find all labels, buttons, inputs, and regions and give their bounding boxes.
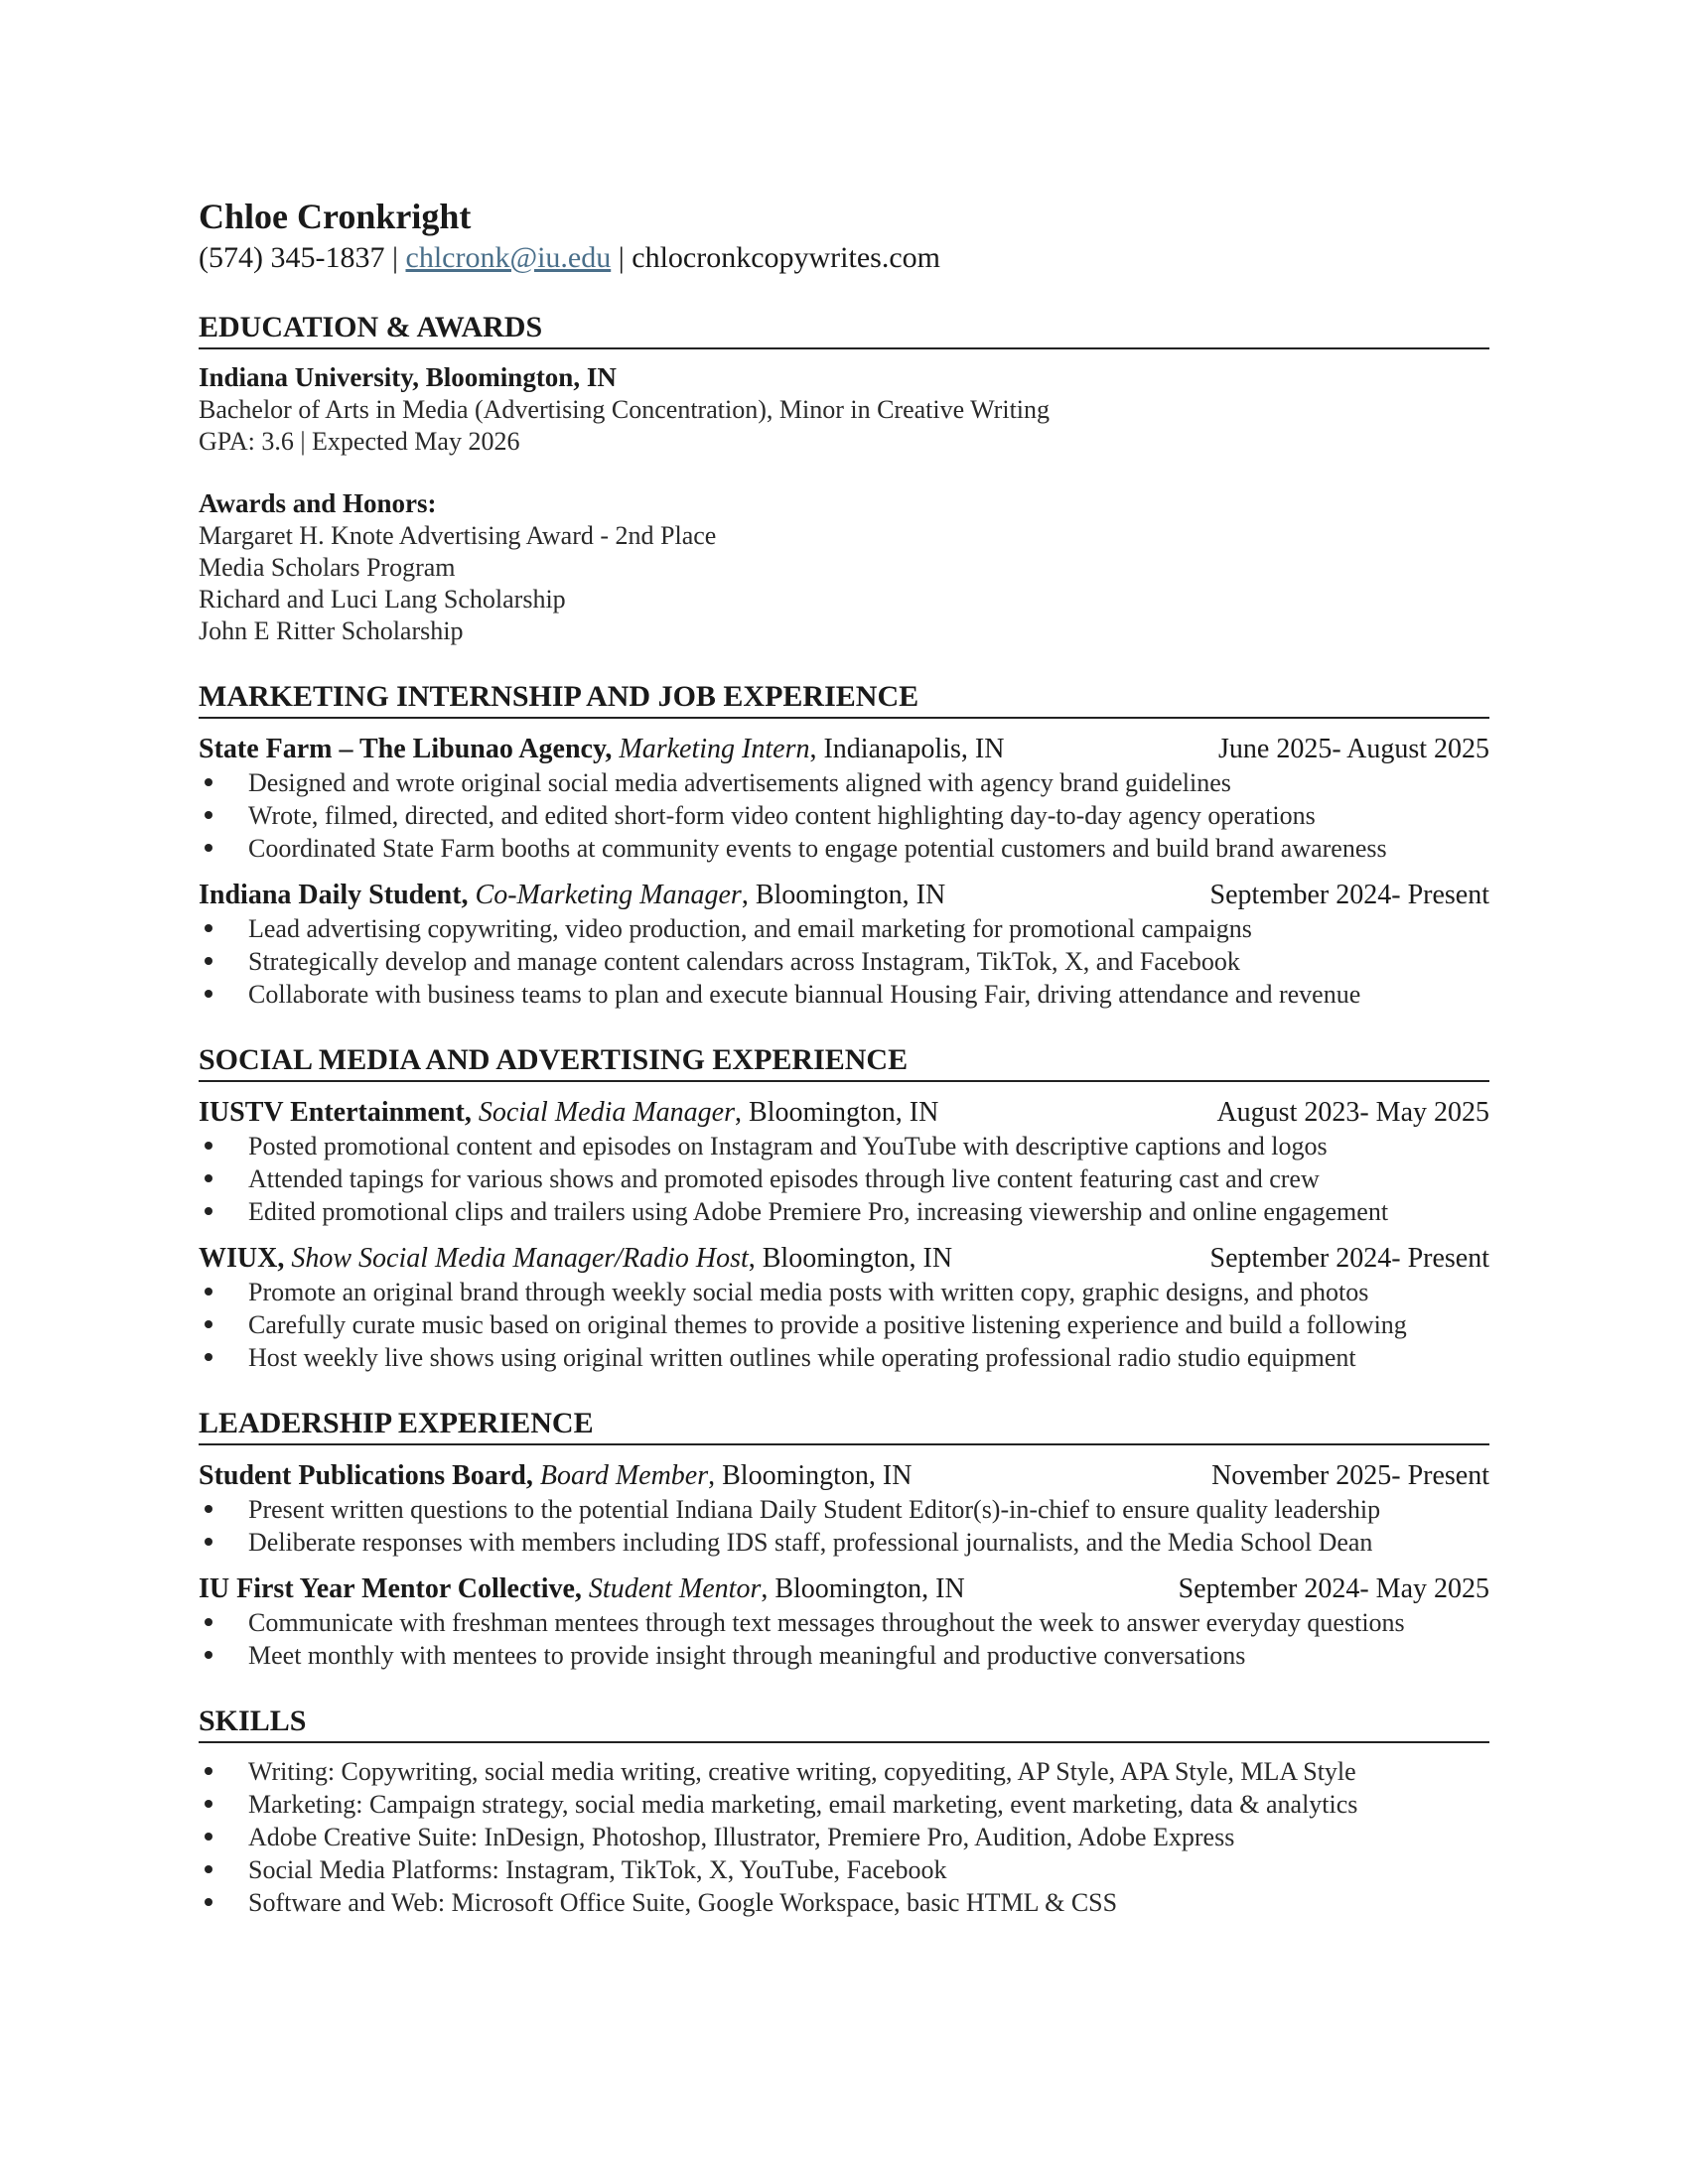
bullet-item bbox=[199, 912, 1489, 945]
bullet-item bbox=[199, 978, 1489, 1011]
job-role: Marketing Intern bbox=[619, 734, 810, 764]
marketing-section bbox=[199, 679, 1489, 1011]
bullet-icon bbox=[205, 1538, 212, 1546]
bullet-icon bbox=[205, 1320, 212, 1328]
bullet-icon bbox=[205, 1898, 212, 1906]
award-item: Media Scholars Program bbox=[199, 553, 456, 582]
bullet-item bbox=[199, 1341, 1489, 1374]
bullet-item bbox=[199, 1130, 1489, 1162]
section-title: SOCIAL MEDIA AND ADVERTISING EXPERIENCE bbox=[199, 1042, 1489, 1082]
job-role: Show Social Media Manager/Radio Host bbox=[291, 1243, 749, 1274]
job-location: , Bloomington, IN bbox=[748, 1243, 953, 1274]
bullet-list bbox=[199, 766, 1489, 865]
job-entry bbox=[199, 879, 1489, 1011]
bullet-icon bbox=[205, 1651, 212, 1659]
bullet-text: Meet monthly with mentees to provide insight through meaningful and productive conversations bbox=[248, 1641, 1246, 1670]
bullet-icon bbox=[205, 1800, 212, 1808]
bullet-icon bbox=[205, 1618, 212, 1626]
bullet-text: Attended tapings for various shows and promoted episodes through live content featuring cast and crew bbox=[248, 1164, 1320, 1193]
resume-page bbox=[199, 195, 1489, 1919]
social-media-section bbox=[199, 1042, 1489, 1374]
job-org: IU First Year Mentor Collective, bbox=[199, 1573, 582, 1604]
bullet-item bbox=[199, 1162, 1489, 1195]
bullet-text: Coordinated State Farm booths at community events to engage potential customers and build brand awareness bbox=[248, 834, 1387, 863]
bullet-icon bbox=[205, 811, 212, 819]
bullet-icon bbox=[205, 1142, 212, 1150]
bullet-icon bbox=[205, 1767, 212, 1775]
job-entry bbox=[199, 1096, 1489, 1228]
job-dates: September 2024- Present bbox=[1209, 1243, 1489, 1274]
bullet-text: Strategically develop and manage content calendars across Instagram, TikTok, X, and Facebook bbox=[248, 947, 1240, 976]
job-dates: June 2025- August 2025 bbox=[1218, 734, 1489, 764]
skill-text: Marketing: Campaign strategy, social media marketing, email marketing, event marketing, data & analytics bbox=[248, 1790, 1358, 1819]
section-title: EDUCATION & AWARDS bbox=[199, 310, 1489, 349]
bullet-icon bbox=[205, 1353, 212, 1361]
section-title: LEADERSHIP EXPERIENCE bbox=[199, 1406, 1489, 1445]
job-entry bbox=[199, 1459, 1489, 1559]
contact-line bbox=[199, 238, 1489, 278]
job-location: , Bloomington, IN bbox=[708, 1460, 913, 1491]
separator: | bbox=[384, 241, 406, 274]
skills-section bbox=[199, 1704, 1489, 1919]
bullet-list bbox=[199, 1606, 1489, 1672]
skill-text: Writing: Copywriting, social media writing, creative writing, copyediting, AP Style, APA Style, MLA Style bbox=[248, 1757, 1356, 1786]
bullet-icon bbox=[205, 1174, 212, 1182]
job-entry bbox=[199, 733, 1489, 865]
job-org: State Farm – The Libunao Agency, bbox=[199, 734, 613, 764]
school-name: Indiana University, Bloomington, IN bbox=[199, 362, 617, 392]
bullet-text: Lead advertising copywriting, video production, and email marketing for promotional campaigns bbox=[248, 914, 1252, 943]
bullet-icon bbox=[205, 1288, 212, 1296]
award-item: Richard and Luci Lang Scholarship bbox=[199, 585, 566, 614]
job-org: IUSTV Entertainment, bbox=[199, 1097, 472, 1128]
job-org: Student Publications Board, bbox=[199, 1460, 533, 1491]
bullet-icon bbox=[205, 844, 212, 852]
section-title: MARKETING INTERNSHIP AND JOB EXPERIENCE bbox=[199, 679, 1489, 719]
bullet-icon bbox=[205, 1207, 212, 1215]
bullet-item bbox=[199, 799, 1489, 832]
job-role: Student Mentor bbox=[588, 1573, 762, 1604]
bullet-item bbox=[199, 1639, 1489, 1672]
skill-text: Social Media Platforms: Instagram, TikTok, X, YouTube, Facebook bbox=[248, 1855, 947, 1884]
job-location: , Bloomington, IN bbox=[761, 1573, 965, 1604]
job-role: Board Member bbox=[539, 1460, 709, 1491]
bullet-item bbox=[199, 1526, 1489, 1559]
job-entry bbox=[199, 1572, 1489, 1672]
bullet-item bbox=[199, 1276, 1489, 1308]
skill-text: Software and Web: Microsoft Office Suite, Google Workspace, basic HTML & CSS bbox=[248, 1888, 1118, 1917]
bullet-item bbox=[199, 766, 1489, 799]
skill-item bbox=[199, 1886, 1489, 1919]
job-dates: November 2025- Present bbox=[1211, 1460, 1489, 1491]
bullet-icon bbox=[205, 778, 212, 786]
job-location: , Indianapolis, IN bbox=[809, 734, 1005, 764]
bullet-item bbox=[199, 1195, 1489, 1228]
bullet-text: Collaborate with business teams to plan and execute biannual Housing Fair, driving attendance and revenue bbox=[248, 980, 1361, 1009]
bullet-icon bbox=[205, 1865, 212, 1873]
degree: Bachelor of Arts in Media (Advertising Concentration), Minor in Creative Writing bbox=[199, 395, 1051, 424]
phone-number: (574) 345-1837 bbox=[199, 241, 385, 274]
bullet-text: Deliberate responses with members including IDS staff, professional journalists, and the Media School Dean bbox=[248, 1528, 1373, 1557]
award-item: John E Ritter Scholarship bbox=[199, 616, 464, 645]
skill-item bbox=[199, 1853, 1489, 1886]
bullet-item bbox=[199, 1606, 1489, 1639]
bullet-text: Communicate with freshman mentees through text messages throughout the week to answer everyday questions bbox=[248, 1608, 1405, 1637]
skill-item bbox=[199, 1821, 1489, 1853]
bullet-text: Designed and wrote original social media advertisements aligned with agency brand guidelines bbox=[248, 768, 1231, 797]
job-location: , Bloomington, IN bbox=[741, 880, 946, 910]
job-header bbox=[199, 879, 1489, 912]
leadership-section bbox=[199, 1406, 1489, 1672]
job-entry bbox=[199, 1242, 1489, 1374]
bullet-icon bbox=[205, 1505, 212, 1513]
job-org: Indiana Daily Student, bbox=[199, 880, 469, 910]
bullet-text: Host weekly live shows using original written outlines while operating professional radio studio equipment bbox=[248, 1343, 1356, 1372]
job-role: Co-Marketing Manager bbox=[475, 880, 742, 910]
bullet-text: Present written questions to the potential Indiana Daily Student Editor(s)-in-chief to ensure quality leadership bbox=[248, 1495, 1381, 1524]
job-header bbox=[199, 1459, 1489, 1493]
bullet-icon bbox=[205, 957, 212, 965]
email-link[interactable]: chlcronk@iu.edu bbox=[405, 241, 612, 274]
job-location: , Bloomington, IN bbox=[735, 1097, 939, 1128]
resume-header bbox=[199, 195, 1489, 278]
job-role: Social Media Manager bbox=[478, 1097, 736, 1128]
job-header bbox=[199, 1572, 1489, 1606]
job-header bbox=[199, 733, 1489, 766]
job-header bbox=[199, 1242, 1489, 1276]
bullet-item bbox=[199, 1308, 1489, 1341]
bullet-icon bbox=[205, 1833, 212, 1841]
job-dates: September 2024- May 2025 bbox=[1178, 1573, 1489, 1604]
bullet-list bbox=[199, 912, 1489, 1011]
skill-item bbox=[199, 1755, 1489, 1788]
job-dates: August 2023- May 2025 bbox=[1216, 1097, 1489, 1128]
skill-item bbox=[199, 1788, 1489, 1821]
job-header bbox=[199, 1096, 1489, 1130]
section-title: SKILLS bbox=[199, 1704, 1489, 1743]
separator: | bbox=[611, 241, 633, 274]
bullet-list bbox=[199, 1276, 1489, 1374]
bullet-text: Posted promotional content and episodes on Instagram and YouTube with descriptive captions and logos bbox=[248, 1132, 1328, 1160]
bullet-icon bbox=[205, 924, 212, 932]
bullet-item bbox=[199, 945, 1489, 978]
bullet-icon bbox=[205, 990, 212, 998]
job-org: WIUX, bbox=[199, 1243, 285, 1274]
bullet-list bbox=[199, 1130, 1489, 1228]
education-section bbox=[199, 310, 1489, 647]
bullet-text: Carefully curate music based on original themes to provide a positive listening experience and build a following bbox=[248, 1310, 1407, 1339]
bullet-list bbox=[199, 1493, 1489, 1559]
skill-text: Adobe Creative Suite: InDesign, Photoshop, Illustrator, Premiere Pro, Audition, Adobe Express bbox=[248, 1823, 1235, 1851]
bullet-item bbox=[199, 832, 1489, 865]
awards-block bbox=[199, 487, 1489, 647]
bullet-text: Promote an original brand through weekly social media posts with written copy, graphic designs, and photos bbox=[248, 1278, 1369, 1306]
candidate-name: Chloe Cronkright bbox=[199, 197, 472, 236]
job-dates: September 2024- Present bbox=[1209, 880, 1489, 910]
bullet-text: Edited promotional clips and trailers using Adobe Premiere Pro, increasing viewership and online engagement bbox=[248, 1197, 1389, 1226]
website: chlocronkcopywrites.com bbox=[632, 241, 940, 274]
award-item: Margaret H. Knote Advertising Award - 2nd Place bbox=[199, 521, 717, 550]
skills-list bbox=[199, 1755, 1489, 1919]
awards-title: Awards and Honors: bbox=[199, 488, 437, 518]
gpa-line: GPA: 3.6 | Expected May 2026 bbox=[199, 427, 520, 456]
bullet-text: Wrote, filmed, directed, and edited short-form video content highlighting day-to-day agency operations bbox=[248, 801, 1316, 830]
bullet-item bbox=[199, 1493, 1489, 1526]
